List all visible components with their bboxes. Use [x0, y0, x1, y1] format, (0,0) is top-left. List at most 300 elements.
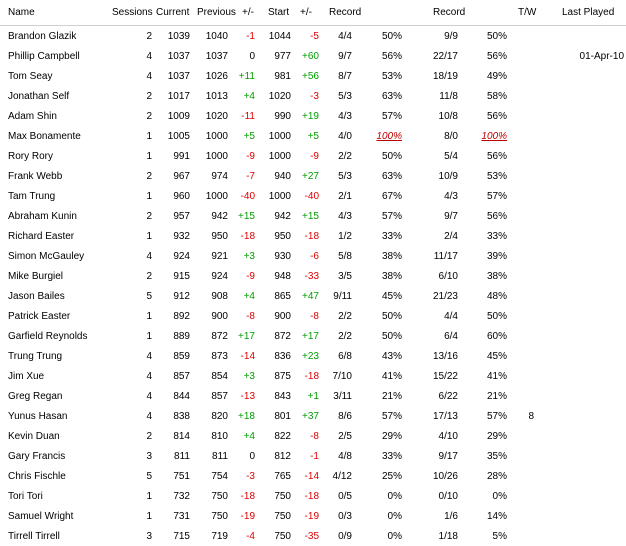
cell-record2: 9/17	[438, 451, 458, 462]
cell-record2: 10/9	[438, 171, 458, 182]
cell-change1: +17	[238, 331, 255, 342]
table-row	[0, 126, 626, 146]
cell-record2: 6/4	[444, 331, 458, 342]
cell-previous: 950	[211, 231, 228, 242]
header-record1: Record	[329, 7, 362, 18]
cell-record1: 4/0	[338, 131, 352, 142]
cell-current: 731	[173, 511, 190, 522]
cell-pct1: 33%	[381, 451, 402, 462]
table-row	[0, 506, 626, 526]
cell-pct1: 25%	[381, 471, 402, 482]
header-previous: Previous	[197, 7, 236, 18]
cell-pct2: 50%	[486, 31, 507, 42]
cell-record1: 4/3	[338, 211, 352, 222]
cell-name: Adam Shin	[8, 111, 57, 122]
cell-current: 811	[174, 451, 190, 462]
cell-record2: 5/4	[444, 151, 458, 162]
cell-sessions: 4	[146, 371, 152, 382]
cell-current: 932	[173, 231, 190, 242]
cell-change1: -18	[240, 491, 255, 502]
cell-pct1: 21%	[381, 391, 402, 402]
cell-pct2: 57%	[486, 411, 507, 422]
cell-sessions: 5	[146, 471, 152, 482]
cell-change1: -9	[246, 151, 255, 162]
cell-name: Trung Trung	[8, 351, 63, 362]
header-change2: +/-	[300, 7, 312, 18]
cell-previous: 942	[211, 211, 228, 222]
cell-sessions: 3	[146, 531, 152, 542]
cell-current: 991	[173, 151, 190, 162]
cell-previous: 1026	[205, 71, 228, 82]
cell-pct2: 14%	[486, 511, 507, 522]
cell-pct2: 58%	[486, 91, 507, 102]
cell-pct1: 33%	[381, 231, 402, 242]
cell-start: 940	[274, 171, 291, 182]
cell-name: Simon McGauley	[8, 251, 85, 262]
cell-change1: -11	[241, 111, 255, 122]
cell-record2: 4/4	[444, 311, 458, 322]
cell-change2: +23	[302, 351, 319, 362]
cell-start: 836	[274, 351, 291, 362]
header-record2: Record	[433, 7, 466, 18]
cell-previous: 873	[211, 351, 228, 362]
cell-record1: 4/3	[338, 111, 352, 122]
cell-previous: 1000	[205, 131, 228, 142]
cell-record1: 3/11	[333, 391, 352, 402]
cell-pct1: 45%	[381, 291, 402, 302]
cell-name: Jason Bailes	[8, 291, 65, 302]
cell-name: Tori Tori	[8, 491, 43, 502]
cell-previous: 750	[211, 511, 228, 522]
cell-record1: 0/5	[338, 491, 352, 502]
table-row	[0, 46, 626, 66]
cell-previous: 820	[211, 411, 228, 422]
cell-start: 822	[274, 431, 291, 442]
cell-name: Mike Burgiel	[8, 271, 64, 282]
cell-pct2: 39%	[486, 251, 507, 262]
cell-current: 1039	[167, 31, 190, 42]
cell-change1: -18	[240, 231, 255, 242]
table-row	[0, 206, 626, 226]
cell-name: Patrick Easter	[8, 311, 71, 322]
cell-change1: -40	[240, 191, 255, 202]
cell-sessions: 1	[146, 491, 152, 502]
cell-record1: 0/3	[338, 511, 352, 522]
cell-pct2: 50%	[486, 311, 507, 322]
cell-name: Yunus Hasan	[8, 411, 68, 422]
cell-change2: +19	[302, 111, 319, 122]
cell-current: 912	[173, 291, 190, 302]
cell-change2: -8	[310, 311, 319, 322]
cell-pct1: 63%	[381, 171, 402, 182]
cell-current: 1037	[167, 71, 190, 82]
cell-pct1: 43%	[381, 351, 402, 362]
table-row	[0, 406, 626, 426]
table-row	[0, 346, 626, 366]
cell-pct1: 50%	[381, 151, 402, 162]
cell-pct2: 38%	[486, 271, 507, 282]
table-row	[0, 486, 626, 506]
cell-previous: 1037	[205, 51, 228, 62]
cell-name: Rory Rory	[8, 151, 54, 162]
cell-start: 900	[274, 311, 291, 322]
cell-record1: 9/11	[333, 291, 352, 302]
cell-change2: -40	[304, 191, 319, 202]
cell-record1: 5/3	[338, 91, 352, 102]
cell-change1: +4	[243, 91, 255, 102]
cell-record1: 2/2	[338, 311, 352, 322]
cell-record2: 21/23	[432, 291, 458, 302]
cell-current: 924	[173, 251, 190, 262]
cell-name: Max Bonamente	[8, 131, 81, 142]
cell-pct1: 100%	[376, 131, 402, 142]
cell-pct1: 63%	[381, 91, 402, 102]
cell-change2: +1	[307, 391, 319, 402]
cell-record2: 4/10	[438, 431, 458, 442]
cell-current: 1009	[167, 111, 190, 122]
table-row	[0, 66, 626, 86]
cell-record1: 5/3	[338, 171, 352, 182]
cell-record1: 2/1	[338, 191, 352, 202]
cell-change1: +11	[238, 71, 255, 82]
header-tw: T/W	[518, 7, 537, 18]
header-name: Name	[8, 7, 35, 18]
cell-name: Garfield Reynolds	[8, 331, 88, 342]
cell-current: 892	[173, 311, 190, 322]
cell-name: Frank Webb	[8, 171, 63, 182]
cell-name: Brandon Glazik	[8, 31, 77, 42]
cell-sessions: 2	[146, 431, 152, 442]
cell-change2: -19	[304, 511, 319, 522]
cell-pct2: 56%	[486, 111, 507, 122]
cell-previous: 854	[211, 371, 228, 382]
cell-start: 843	[274, 391, 291, 402]
cell-name: Tam Trung	[8, 191, 56, 202]
cell-previous: 719	[211, 531, 228, 542]
cell-pct1: 41%	[381, 371, 402, 382]
cell-pct2: 21%	[486, 391, 507, 402]
table-row	[0, 266, 626, 286]
cell-pct2: 100%	[481, 131, 507, 142]
cell-current: 1005	[167, 131, 190, 142]
cell-name: Greg Regan	[8, 391, 63, 402]
cell-previous: 1013	[205, 91, 228, 102]
table-row	[0, 466, 626, 486]
cell-change2: -3	[310, 91, 319, 102]
table-row	[0, 286, 626, 306]
cell-start: 981	[274, 71, 291, 82]
cell-current: 967	[173, 171, 190, 182]
cell-change1: 0	[249, 51, 255, 62]
cell-name: Chris Fischle	[8, 471, 66, 482]
cell-pct2: 28%	[486, 471, 507, 482]
cell-pct2: 56%	[486, 51, 507, 62]
cell-change2: +60	[302, 51, 319, 62]
cell-name: Jim Xue	[8, 371, 45, 382]
cell-sessions: 4	[146, 71, 152, 82]
cell-sessions: 1	[146, 511, 152, 522]
cell-name: Tom Seay	[8, 71, 53, 82]
cell-start: 872	[274, 331, 291, 342]
cell-pct2: 41%	[486, 371, 507, 382]
cell-change2: +17	[302, 331, 319, 342]
cell-last: 01-Apr-10	[579, 51, 624, 62]
cell-start: 812	[274, 451, 291, 462]
cell-change1: -19	[240, 511, 255, 522]
cell-current: 732	[173, 491, 190, 502]
cell-pct2: 57%	[486, 191, 507, 202]
cell-sessions: 4	[146, 351, 152, 362]
cell-change2: +56	[302, 71, 319, 82]
cell-change2: +47	[302, 291, 319, 302]
cell-record2: 0/10	[438, 491, 458, 502]
cell-sessions: 2	[146, 271, 152, 282]
table-row	[0, 386, 626, 406]
cell-change2: -14	[304, 471, 319, 482]
table-row	[0, 326, 626, 346]
cell-start: 1020	[268, 91, 291, 102]
cell-pct2: 56%	[486, 211, 507, 222]
cell-start: 1000	[268, 131, 291, 142]
cell-change1: -1	[246, 31, 255, 42]
cell-pct1: 0%	[387, 511, 402, 522]
cell-name: Tirrell Tirrell	[8, 531, 60, 542]
table-header	[0, 0, 626, 26]
table-row	[0, 306, 626, 326]
cell-current: 857	[173, 371, 190, 382]
cell-start: 1000	[268, 151, 291, 162]
cell-start: 875	[274, 371, 291, 382]
table-row	[0, 166, 626, 186]
table-row	[0, 246, 626, 266]
cell-record1: 8/6	[338, 411, 352, 422]
cell-change1: -14	[240, 351, 255, 362]
table-row	[0, 366, 626, 386]
cell-change2: -33	[304, 271, 319, 282]
cell-sessions: 1	[146, 311, 152, 322]
table-row	[0, 426, 626, 446]
cell-start: 750	[274, 511, 291, 522]
cell-change1: +5	[243, 131, 255, 142]
cell-previous: 1040	[205, 31, 228, 42]
cell-record1: 0/9	[338, 531, 352, 542]
cell-record1: 5/8	[338, 251, 352, 262]
cell-pct2: 48%	[486, 291, 507, 302]
cell-pct1: 29%	[381, 431, 402, 442]
table-row	[0, 106, 626, 126]
cell-change2: -9	[310, 151, 319, 162]
cell-previous: 1000	[205, 151, 228, 162]
cell-record1: 4/12	[332, 471, 352, 482]
cell-start: 1044	[268, 31, 291, 42]
cell-record2: 15/22	[432, 371, 458, 382]
cell-sessions: 2	[146, 91, 152, 102]
cell-change2: -35	[304, 531, 319, 542]
cell-start: 750	[274, 491, 291, 502]
cell-start: 865	[274, 291, 291, 302]
cell-start: 750	[274, 531, 291, 542]
cell-change1: -13	[240, 391, 255, 402]
cell-change2: -1	[310, 451, 319, 462]
cell-current: 715	[173, 531, 190, 542]
cell-record2: 9/7	[444, 211, 458, 222]
table-row	[0, 526, 626, 546]
cell-pct2: 60%	[486, 331, 507, 342]
cell-name: Phillip Campbell	[8, 51, 80, 62]
cell-current: 960	[173, 191, 190, 202]
cell-change2: +5	[307, 131, 319, 142]
cell-change1: -3	[246, 471, 255, 482]
cell-record1: 6/8	[338, 351, 352, 362]
cell-previous: 974	[211, 171, 228, 182]
cell-sessions: 2	[146, 171, 152, 182]
cell-pct2: 29%	[486, 431, 507, 442]
cell-change1: +18	[238, 411, 255, 422]
cell-sessions: 4	[146, 251, 152, 262]
cell-record1: 9/7	[338, 51, 352, 62]
cell-current: 957	[173, 211, 190, 222]
cell-pct2: 53%	[486, 171, 507, 182]
cell-sessions: 2	[146, 111, 152, 122]
cell-pct1: 38%	[381, 251, 402, 262]
cell-pct2: 5%	[492, 531, 507, 542]
cell-current: 1017	[167, 91, 190, 102]
cell-change2: -18	[304, 231, 319, 242]
cell-pct2: 35%	[486, 451, 507, 462]
cell-sessions: 1	[146, 151, 152, 162]
cell-record1: 4/8	[338, 451, 352, 462]
header-current: Current	[156, 7, 190, 18]
cell-change1: +4	[243, 291, 255, 302]
cell-record2: 13/16	[432, 351, 458, 362]
cell-start: 1000	[268, 191, 291, 202]
cell-previous: 1000	[205, 191, 228, 202]
cell-previous: 872	[211, 331, 228, 342]
cell-previous: 857	[211, 391, 228, 402]
cell-previous: 921	[211, 251, 228, 262]
cell-start: 977	[274, 51, 291, 62]
cell-start: 942	[274, 211, 291, 222]
cell-change1: -8	[246, 311, 255, 322]
cell-sessions: 4	[146, 391, 152, 402]
cell-record2: 8/0	[444, 131, 458, 142]
cell-pct1: 57%	[381, 111, 402, 122]
header-last-played: Last Played	[562, 7, 615, 18]
cell-record2: 2/4	[444, 231, 458, 242]
cell-pct2: 0%	[492, 491, 507, 502]
cell-change2: -8	[310, 431, 319, 442]
cell-change1: +3	[243, 371, 255, 382]
cell-record2: 22/17	[432, 51, 458, 62]
cell-change1: -4	[246, 531, 255, 542]
cell-record2: 9/9	[444, 31, 458, 42]
cell-record2: 10/8	[438, 111, 458, 122]
table-row	[0, 146, 626, 166]
cell-change2: -18	[304, 491, 319, 502]
cell-record1: 2/2	[338, 331, 352, 342]
cell-record1: 3/5	[338, 271, 352, 282]
cell-sessions: 4	[146, 411, 152, 422]
cell-previous: 811	[212, 451, 228, 462]
cell-record2: 1/18	[438, 531, 458, 542]
cell-pct2: 49%	[486, 71, 507, 82]
cell-tw: 8	[528, 411, 534, 422]
cell-name: Gary Francis	[8, 451, 66, 462]
cell-previous: 900	[211, 311, 228, 322]
cell-record2: 1/6	[444, 511, 458, 522]
cell-pct1: 67%	[381, 191, 402, 202]
cell-name: Richard Easter	[8, 231, 75, 242]
cell-current: 814	[173, 431, 190, 442]
cell-change1: +3	[243, 251, 255, 262]
cell-change2: -18	[304, 371, 319, 382]
header-change1: +/-	[242, 7, 254, 18]
cell-pct1: 57%	[381, 211, 402, 222]
cell-record2: 17/13	[432, 411, 458, 422]
cell-start: 930	[274, 251, 291, 262]
cell-pct2: 56%	[486, 151, 507, 162]
cell-record2: 6/10	[438, 271, 458, 282]
cell-change2: -5	[310, 31, 319, 42]
cell-current: 844	[173, 391, 190, 402]
cell-change1: 0	[249, 451, 255, 462]
cell-start: 801	[274, 411, 291, 422]
cell-start: 950	[274, 231, 291, 242]
cell-pct1: 56%	[381, 51, 402, 62]
cell-previous: 754	[211, 471, 228, 482]
table-row	[0, 226, 626, 246]
cell-sessions: 5	[146, 291, 152, 302]
cell-change2: +27	[302, 171, 319, 182]
cell-name: Jonathan Self	[8, 91, 70, 102]
cell-pct1: 50%	[381, 311, 402, 322]
header-start: Start	[268, 7, 290, 18]
cell-previous: 924	[211, 271, 228, 282]
cell-record2: 18/19	[432, 71, 458, 82]
cell-record1: 7/10	[332, 371, 352, 382]
cell-change1: -7	[246, 171, 255, 182]
cell-start: 948	[274, 271, 291, 282]
cell-sessions: 2	[146, 31, 152, 42]
cell-change1: +4	[243, 431, 255, 442]
cell-record1: 1/2	[338, 231, 352, 242]
cell-record1: 4/4	[338, 31, 352, 42]
cell-name: Samuel Wright	[8, 511, 74, 522]
cell-pct1: 50%	[381, 331, 402, 342]
table-row	[0, 446, 626, 466]
cell-pct1: 0%	[387, 531, 402, 542]
cell-pct2: 45%	[486, 351, 507, 362]
cell-record1: 8/7	[338, 71, 352, 82]
cell-sessions: 3	[146, 451, 152, 462]
cell-record2: 4/3	[444, 191, 458, 202]
header-sessions: Sessions	[112, 7, 153, 18]
cell-sessions: 4	[146, 51, 152, 62]
cell-name: Kevin Duan	[8, 431, 60, 442]
cell-change2: +15	[302, 211, 319, 222]
cell-record1: 2/2	[338, 151, 352, 162]
cell-current: 751	[173, 471, 190, 482]
cell-previous: 750	[211, 491, 228, 502]
cell-pct2: 33%	[486, 231, 507, 242]
cell-change1: +15	[238, 211, 255, 222]
cell-current: 889	[173, 331, 190, 342]
table-row	[0, 86, 626, 106]
cell-change2: +37	[302, 411, 319, 422]
cell-previous: 1020	[205, 111, 228, 122]
cell-name: Abraham Kunin	[8, 211, 77, 222]
cell-start: 990	[274, 111, 291, 122]
